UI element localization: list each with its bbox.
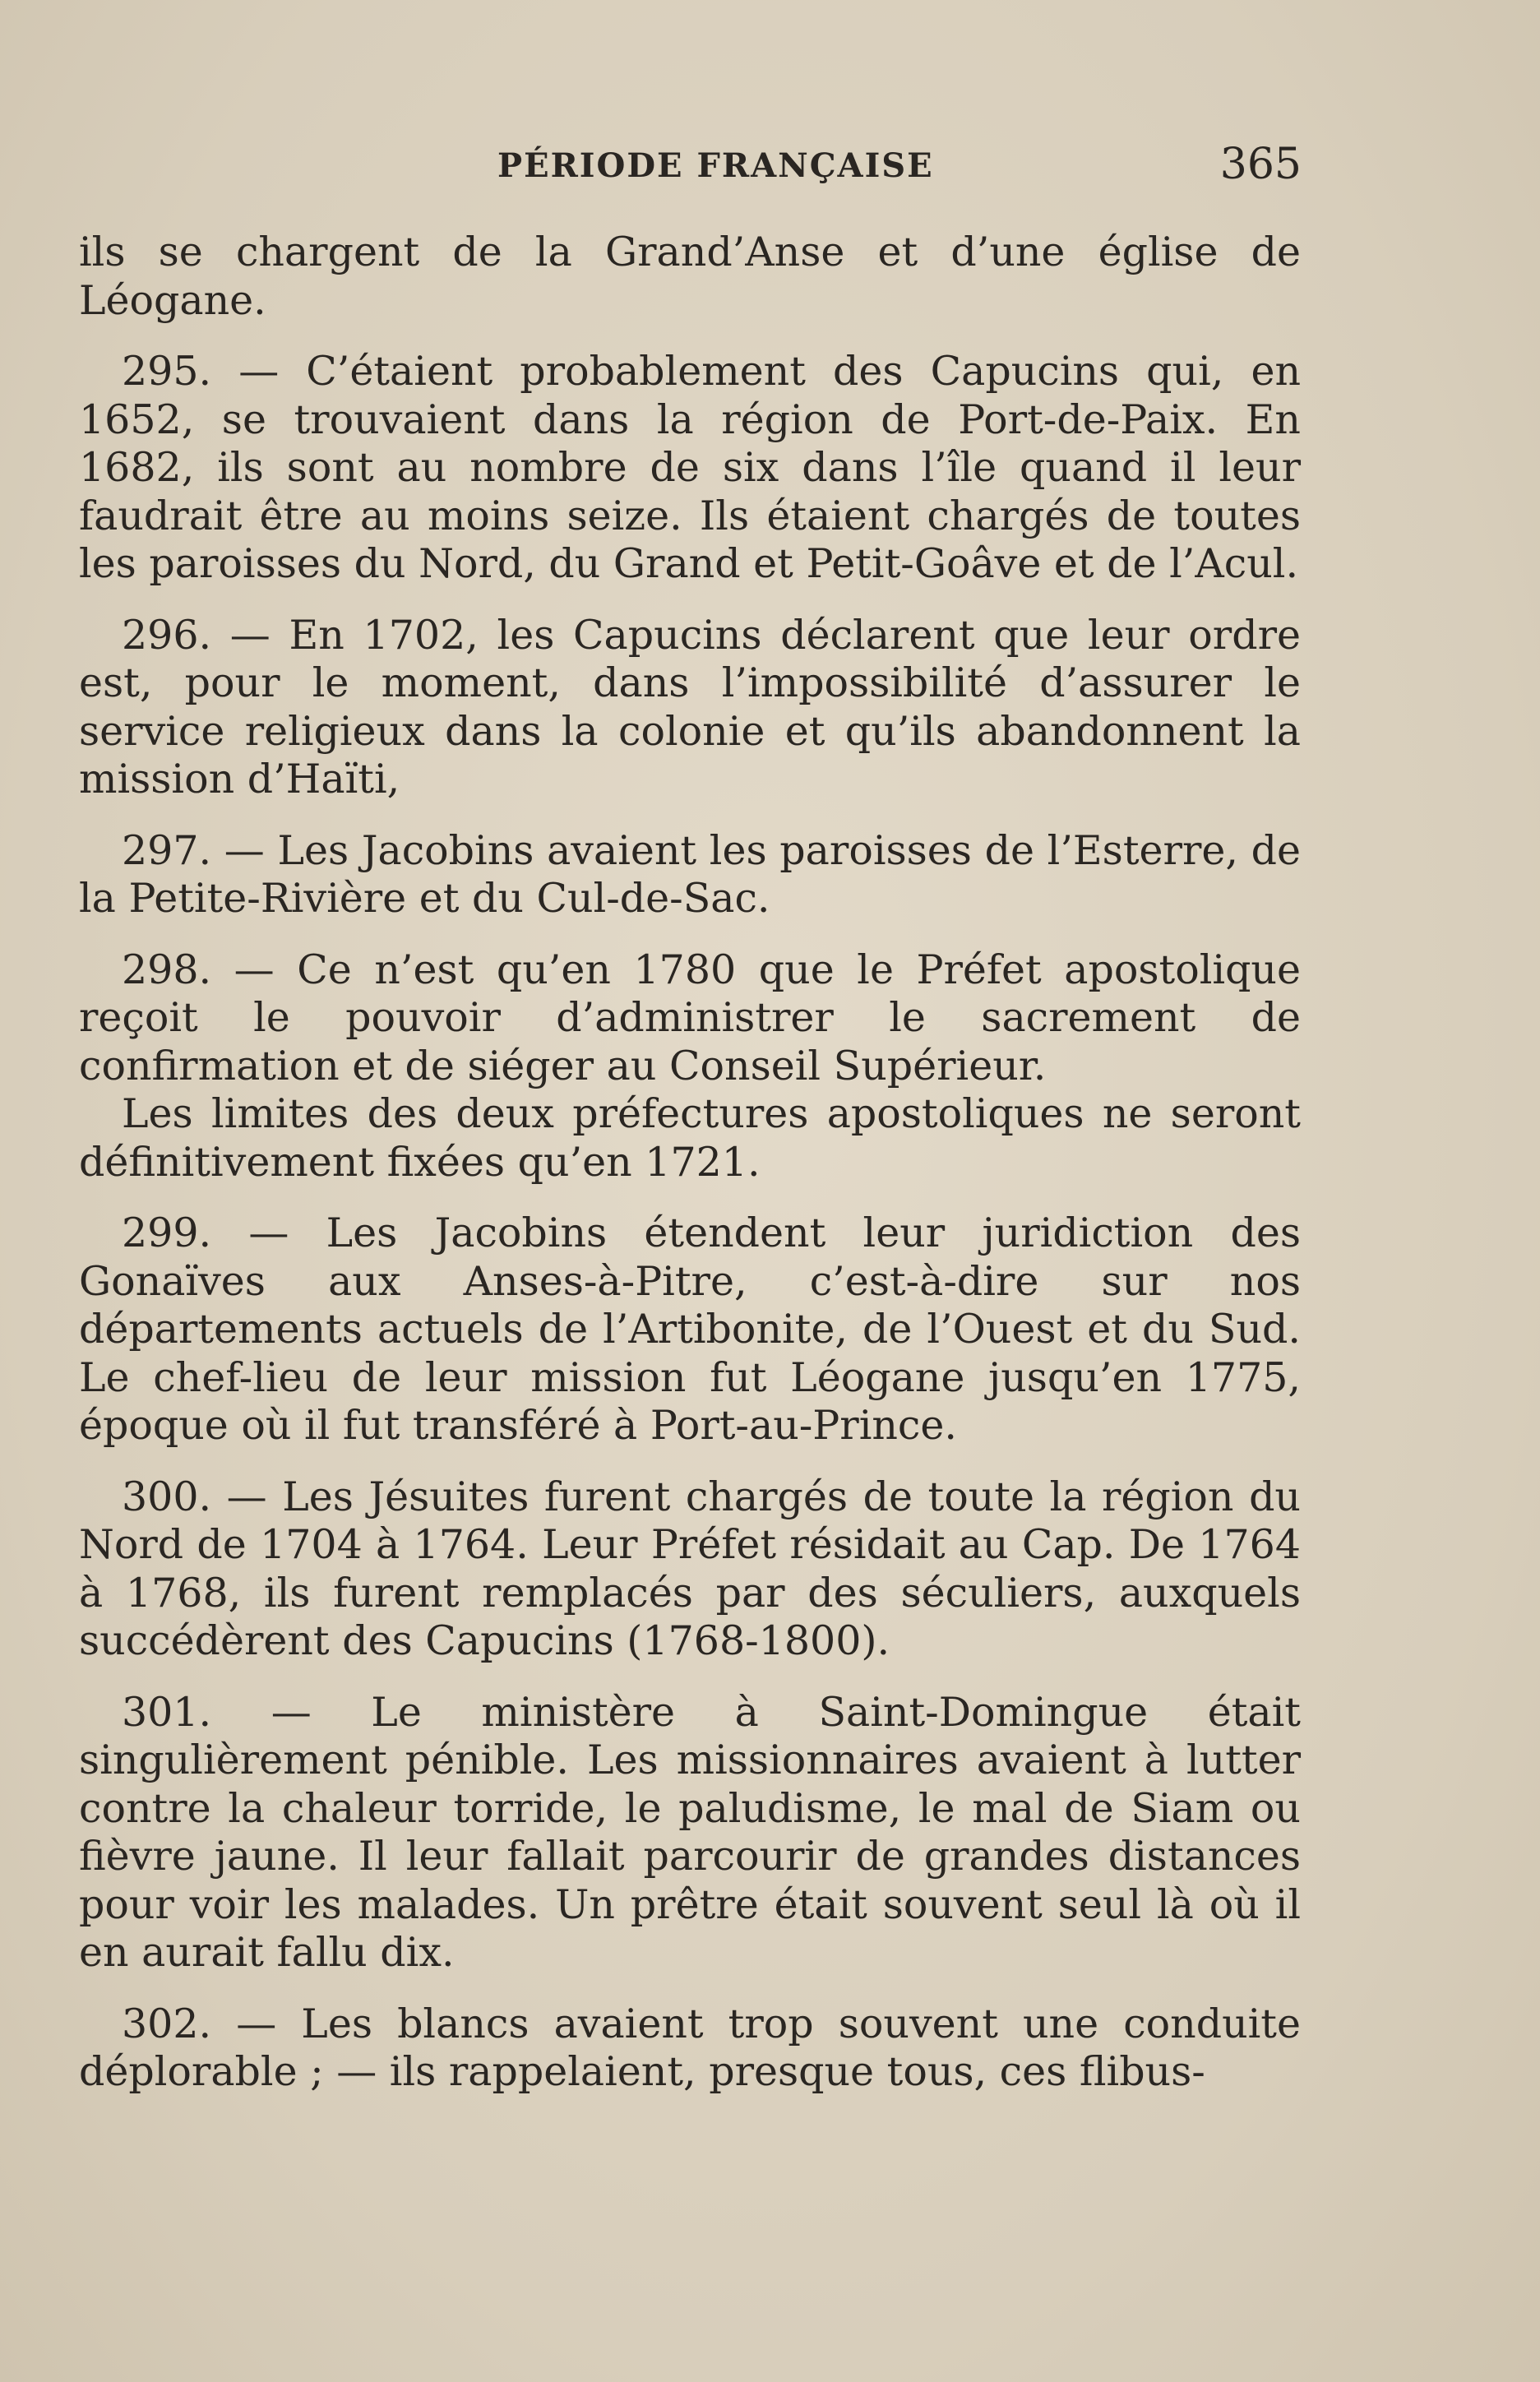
paragraph-301: 301. — Le ministère à Saint-Domingue était singulièrement pénible. Les missionnaires avaient à lutter contre la chaleur torride, le paludisme, le mal de Siam ou fièvre jaune. Il leur fallait parcourir de grandes distances pour voir les malades. Un prêtre était souvent seul là où il en aurait fallu dix. xyxy=(79,1688,1301,1976)
running-title: PÉRIODE FRANÇAISE xyxy=(497,146,934,185)
paragraph-295: 295. — C’étaient probablement des Capucins qui, en 1652, se trouvaient dans la région de Port-de-Paix. En 1682, ils sont au nombre de six dans l’île quand il leur faudrait être au moins seize. Ils étaient chargés de toutes les paroisses du Nord, du Grand et Petit-Goâve et de l’Acul. xyxy=(79,348,1301,587)
paragraph-299: 299. — Les Jacobins étendent leur juridiction des Gonaïves aux Anses-à-Pitre, c’est-à-dire sur nos départements actuels de l’Artibonite, de l’Ouest et du Sud. Le chef-lieu de leur mission fut Léogane jusqu’en 1775, époque où il fut transféré à Port-au-Prince. xyxy=(79,1210,1301,1449)
paragraph-302: 302. — Les blancs avaient trop souvent une conduite déplorable ; — ils rappelaient, presque tous, ces flibus- xyxy=(79,2000,1301,2095)
paragraph-continuation: ils se chargent de la Grand’Anse et d’une église de Léogane. xyxy=(79,229,1301,324)
paragraph-300: 300. — Les Jésuites furent chargés de toute la région du Nord de 1704 à 1764. Leur Préfet résidait au Cap. De 1764 à 1768, ils furent remplacés par des séculiers, auxquels succédèrent des Capucins (1768-1800). xyxy=(79,1473,1301,1664)
paragraph-298: 298. — Ce n’est qu’en 1780 que le Préfet apostolique reçoit le pouvoir d’administrer le sacrement de confirmation et de siéger au Conseil Supérieur. xyxy=(79,946,1301,1089)
paragraph-296: 296. — En 1702, les Capucins déclarent que leur ordre est, pour le moment, dans l’impossibilité d’assurer le service religieux dans la colonie et qu’ils abandonnent la mission d’Haïti, xyxy=(79,611,1301,802)
paragraph-297: 297. — Les Jacobins avaient les paroisses de l’Esterre, de la Petite-Rivière et du Cul-de-Sac. xyxy=(79,826,1301,922)
paragraph-298-continuation: Les limites des deux préfectures apostoliques ne seront définitivement fixées qu’en 1721. xyxy=(79,1090,1301,1186)
body-text xyxy=(79,229,1301,2097)
page-header xyxy=(0,138,1540,187)
page-number: 365 xyxy=(1219,140,1302,189)
